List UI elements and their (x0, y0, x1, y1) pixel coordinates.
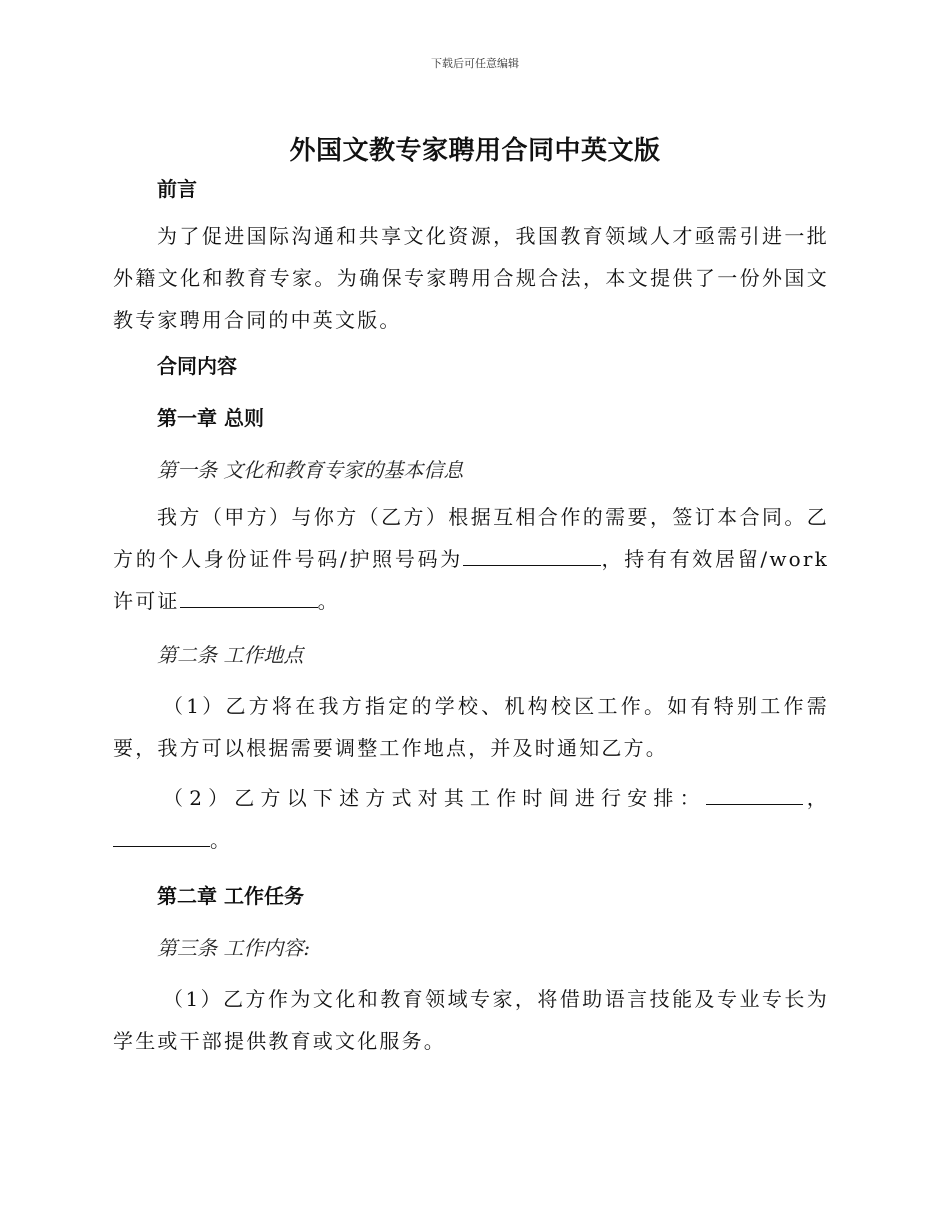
article2-item2-text-a: （2）乙方以下述方式对其工作时间进行安排： (163, 786, 706, 810)
article1-text-b: ，持有有效居留/work许可证 (113, 547, 829, 613)
article1-text-c: 。 (317, 589, 340, 613)
article1-text-a: 我方（甲方）与你方（乙方）根据互相合作的需要，签订本合同。乙方的个人身份证件号码/护照号码为 (113, 505, 829, 571)
article1-title: 第一条 文化和教育专家的基本信息 (157, 458, 464, 482)
work-schedule-blank-1 (706, 784, 803, 805)
article1-paragraph (113, 496, 829, 622)
preface-heading: 前言 (157, 177, 197, 201)
article2-item2-text-b: ， (802, 786, 829, 810)
article3-item1: （1）乙方作为文化和教育领域专家，将借助语言技能及专业专长为学生或干部提供教育或文化服务。 (113, 987, 829, 1053)
document-title: 外国文教专家聘用合同中英文版 (289, 136, 661, 166)
chapter1-heading: 第一章 总则 (157, 406, 264, 430)
article2-title: 第二条 工作地点 (157, 643, 304, 667)
article2-item1: （1）乙方将在我方指定的学校、机构校区工作。如有特别工作需要，我方可以根据需要调整工作地点，并及时通知乙方。 (113, 694, 829, 760)
article3-title: 第三条 工作内容: (157, 936, 311, 960)
document-body (113, 172, 829, 1062)
page-header-note: 下载后可任意编辑 (431, 57, 519, 70)
work-schedule-blank-2 (113, 826, 210, 847)
chapter2-heading: 第二章 工作任务 (157, 884, 304, 908)
preface-paragraph: 为了促进国际沟通和共享文化资源，我国教育领域人才亟需引进一批外籍文化和教育专家。为确保专家聘用合规合法，本文提供了一份外国文教专家聘用合同的中英文版。 (113, 224, 829, 332)
id-number-blank (463, 545, 601, 566)
contract-content-heading: 合同内容 (157, 354, 237, 378)
permit-number-blank (180, 587, 318, 608)
article2-item2 (113, 777, 829, 861)
article2-item2-text-c: 。 (210, 828, 233, 852)
